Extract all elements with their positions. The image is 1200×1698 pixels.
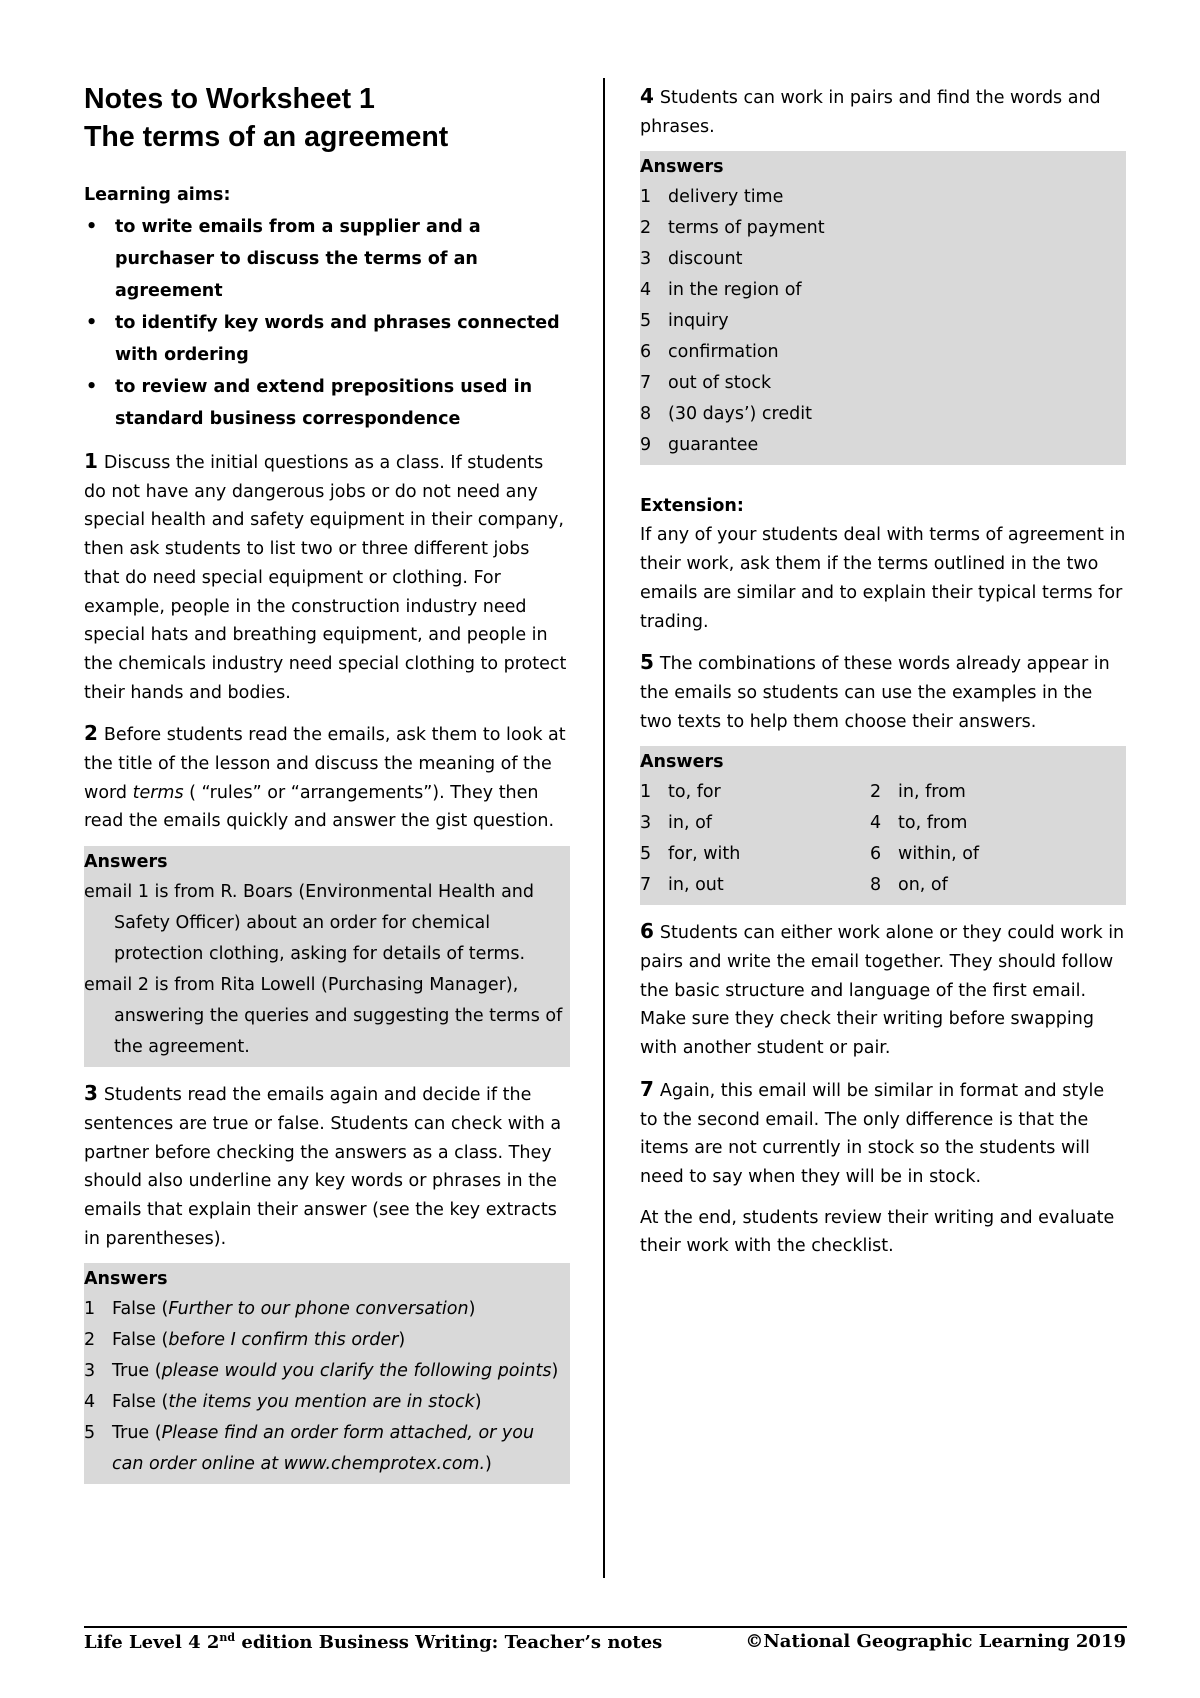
answer-number: 2 [84,1330,96,1351]
answer-item [640,244,1120,275]
answer-label: True ( [112,1423,162,1444]
answer-item [870,870,1120,901]
section-text: Again, this email will be similar in format and style to the second email. The only difference is that the items are not currently in stock so the students will need to say when they will be in stock. [640,1080,1105,1187]
learning-aim: • to identify key words and phrases connected with ordering [84,307,570,371]
footer-copyright: ©National Geographic Learning 2019 [745,1631,1126,1652]
answers-heading: Answers [640,157,724,178]
answer-item [640,399,1120,430]
answer-number: 3 [84,1361,96,1382]
answer-text: terms of payment [668,218,825,239]
answer-end: ) [468,1299,476,1320]
answer-number: 3 [640,813,652,834]
footer-text: edition Business Writing: Teacher’s notes [235,1632,663,1653]
footer-rule [84,1626,1127,1628]
answer-number: 4 [640,280,652,301]
answer-number: 8 [640,404,652,425]
answer-text: to, from [898,813,968,834]
section-4 [640,82,1126,141]
answer-item [640,808,870,839]
section-text: Students read the emails again and decide if the sentences are true or false. Students can check with a partner before checking the answers as a class. They should also underline any key words or phrases in the emails that explain their answer (see the key extracts in parentheses). [84,1085,562,1249]
answer-end: ) [551,1361,559,1382]
section-2 [84,719,570,836]
answer-end: ) [485,1454,492,1475]
answer-item [84,1356,564,1387]
column-divider [603,78,605,1578]
section-number: 7 [640,1076,654,1101]
left-column [84,80,570,1484]
answer-quote: before I confirm this order [168,1330,399,1351]
section-number: 2 [84,721,98,746]
section-3 [84,1079,570,1253]
answer-text: inquiry [668,311,729,332]
section-number: 3 [84,1081,98,1106]
answer-number: 5 [84,1423,96,1444]
italic-term: terms [132,782,184,803]
answer-item [640,368,1120,399]
answers-grid [640,777,1120,901]
footer-text: Life Level 4 2 [84,1632,220,1653]
answer-number: 6 [640,342,652,363]
section-text: ( “rules” or “arrangements”). They then read the emails quickly and answer the gist question. [84,782,555,832]
answer-text: in, of [668,813,712,834]
answer-item [640,213,1120,244]
answer-item [870,777,1120,808]
learning-aims-heading: Learning aims: [84,185,231,205]
answer-text: out of stock [668,373,772,394]
answer-end: ) [398,1330,406,1351]
answers-box-2 [84,846,570,1067]
answer-number: 2 [640,218,652,239]
answer-number: 1 [640,187,652,208]
answer-end: ) [474,1392,482,1413]
answer-quote: please would you clarify the following points [161,1361,552,1382]
answer-item [640,777,870,808]
answer-text: discount [668,249,743,270]
answer-text: confirmation [668,342,779,363]
answer-number: 6 [870,844,882,865]
answer-number: 3 [640,249,652,270]
answer-item [640,306,1120,337]
answer-text: (30 days’) credit [668,404,812,425]
answers-heading: Answers [84,1269,168,1290]
answer-text: for, with [668,844,741,865]
section-text: Students can work in pairs and find the words and phrases. [640,88,1101,137]
answer-item [870,839,1120,870]
footer-superscript: nd [219,1631,236,1644]
learning-aims-list [84,211,570,435]
section-number: 4 [640,84,654,108]
answer-item [870,808,1120,839]
answer-quote: Further to our phone conversation [168,1299,469,1320]
answer-text: to, for [668,782,721,803]
page-title: Notes to Worksheet 1 [84,83,375,115]
learning-aim: • to write emails from a supplier and a purchaser to discuss the terms of an agreement [84,211,570,307]
answer-item [640,182,1120,213]
section-7 [640,1075,1126,1192]
answer-number: 7 [640,373,652,394]
answer-item [640,275,1120,306]
extension-text: If any of your students deal with terms of agreement in their work, ask them if the terms outlined in the two emails are similar and to explain their typical terms for trading. [640,525,1126,632]
answer-label: False ( [112,1392,169,1413]
answer-text: within, of [898,844,980,865]
answer-label: False ( [112,1330,169,1351]
section-text: Students can either work alone or they could work in pairs and write the email together. They should follow the basic structure and language of the first email. Make sure they check their writing before swapping with another student or pair. [640,923,1125,1059]
section-number: 5 [640,650,654,675]
answer-number: 1 [84,1299,96,1320]
answer-label: False ( [112,1299,169,1320]
answers-heading: Answers [84,852,168,873]
answer-text: delivery time [668,187,784,208]
answer-number: 2 [870,782,882,803]
answer-item [640,337,1120,368]
section-number: 1 [84,449,98,473]
answer-text: on, of [898,875,948,896]
answer-number: 8 [870,875,882,896]
answer-number: 9 [640,435,652,456]
answer-number: 4 [84,1392,96,1413]
answer-number: 5 [640,311,652,332]
answer-item [640,839,870,870]
answer-number: 4 [870,813,882,834]
right-column [640,80,1126,1261]
answers-box-4 [640,151,1126,465]
answers-box-3 [84,1263,570,1484]
answer-number: 1 [640,782,652,803]
answer-quote: Please find an order form attached, or you can order online at www.chemprotex.com. [112,1423,535,1475]
answer-text: guarantee [668,435,759,456]
answer-label: True ( [112,1361,162,1382]
answer-item [84,1418,564,1480]
answer-item [84,1387,564,1418]
footer-left [84,1631,662,1653]
section-text: Before students read the emails, ask them to look at the title of the lesson and discuss the meaning of the word [84,725,566,803]
answer-item: email 2 is from Rita Lowell (Purchasing Manager), answering the queries and suggesting the terms of the agreement. [84,975,563,1058]
learning-aim: • to review and extend prepositions used in standard business correspondence [84,371,570,435]
answer-text: in, out [668,875,724,896]
page-subtitle: The terms of an agreement [84,121,449,153]
closing-paragraph: At the end, students review their writing and evaluate their work with the checklist. [640,1207,1115,1257]
section-text: The combinations of these words already appear in the emails so students can use the examples in the two texts to help them choose their answers. [640,654,1110,732]
section-5 [640,648,1126,736]
answer-item [84,1294,564,1325]
answer-text: in, from [898,782,966,803]
answer-number: 5 [640,844,652,865]
answers-heading: Answers [640,752,724,773]
answer-item [84,1325,564,1356]
section-number: 6 [640,919,654,944]
answer-item [640,870,870,901]
answer-item: email 1 is from R. Boars (Environmental Health and Safety Officer) about an order for chemical protection clothing, asking for details of terms. [84,882,534,965]
section-1 [84,447,570,707]
answer-number: 7 [640,875,652,896]
answer-item [640,430,1120,461]
section-6 [640,917,1126,1063]
answer-text: in the region of [668,280,802,301]
answers-box-5 [640,746,1126,905]
extension-heading: Extension: [640,496,744,517]
answer-quote: the items you mention are in stock [168,1392,475,1413]
section-text: Discuss the initial questions as a class. If students do not have any dangerous jobs or do not need any special health and safety equipment in their company, then ask students to list two or three different jobs that do need special equipment or clothing. For example, people in the construction industry need special hats and breathing equipment, and people in the chemicals industry need special clothing to protect their hands and bodies. [84,453,567,703]
